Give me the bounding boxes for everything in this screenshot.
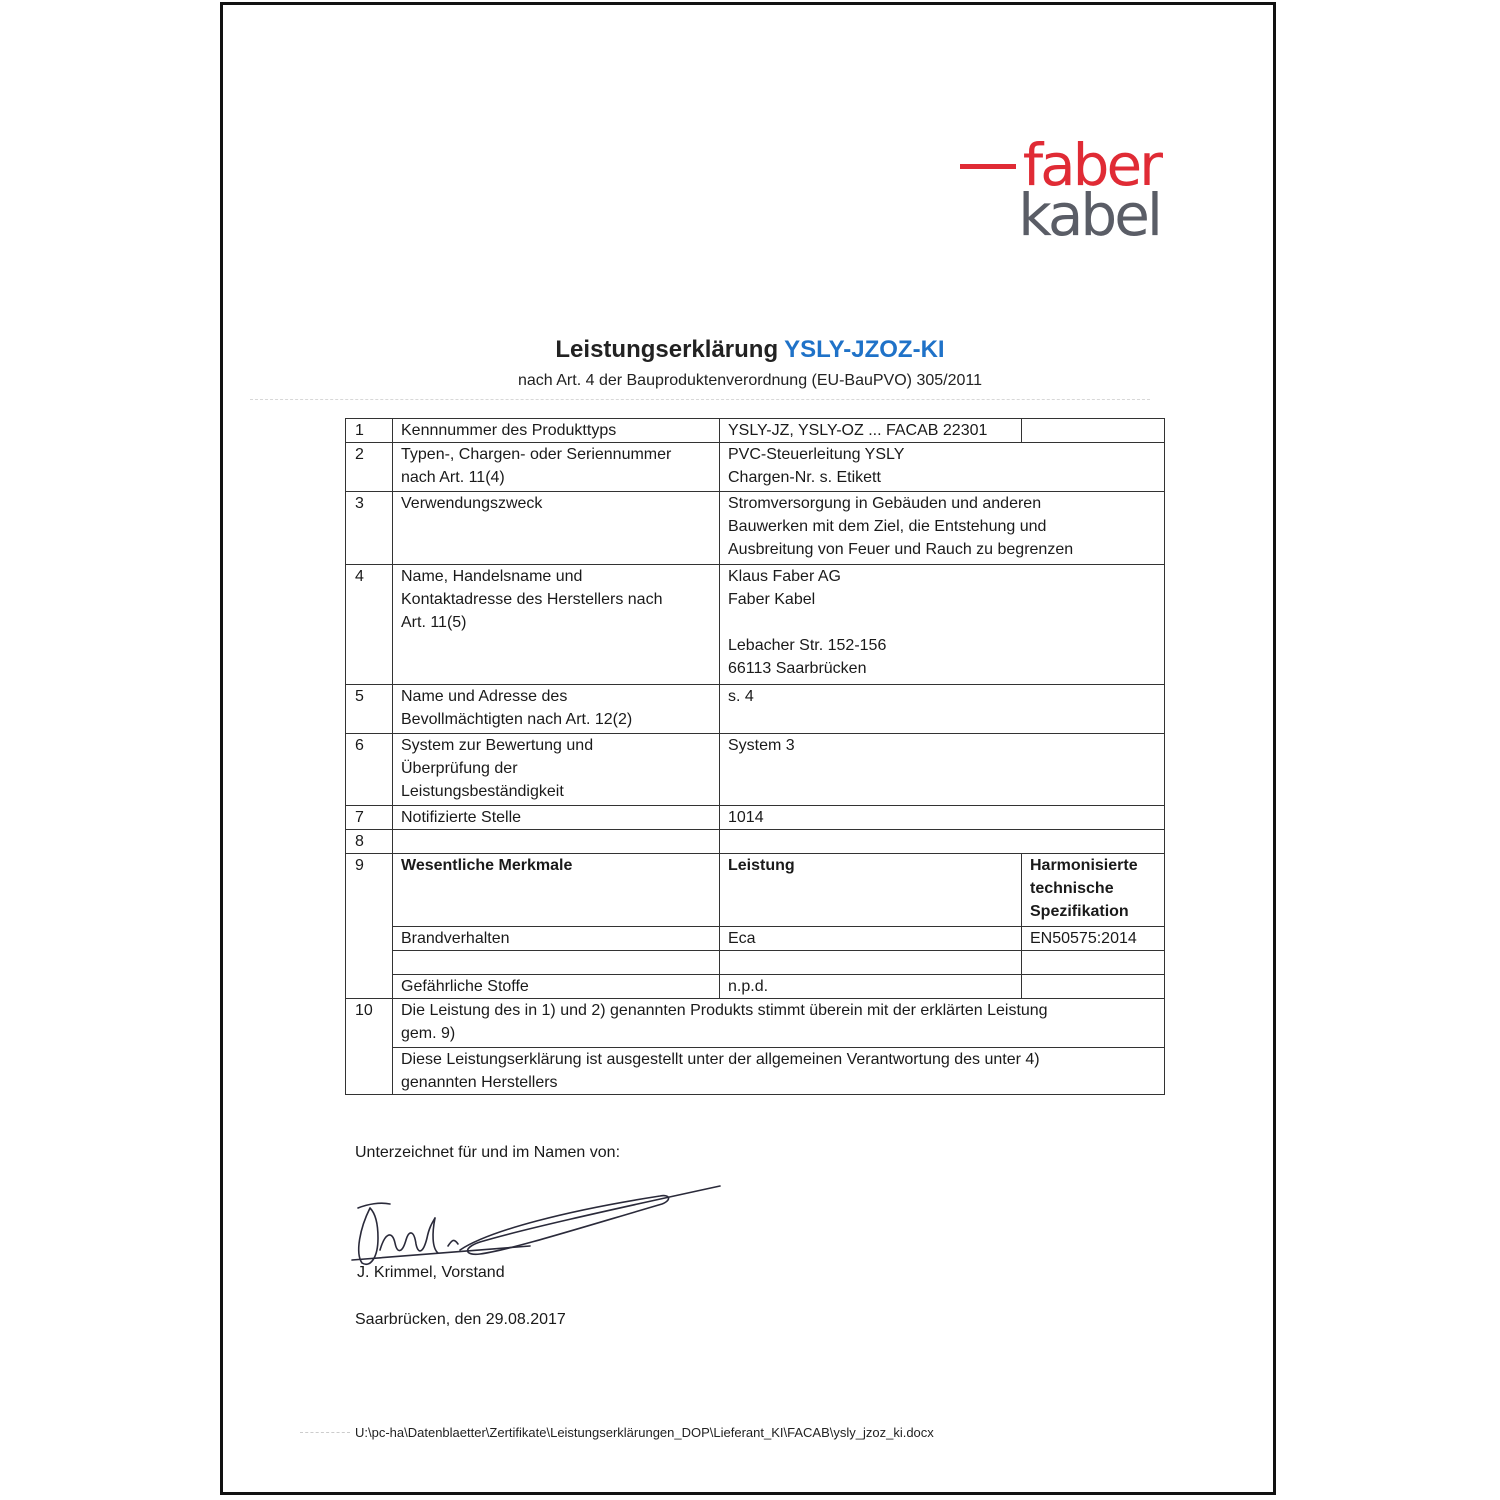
document-subtitle: nach Art. 4 der Bauproduktenverordnung (EU-BauPVO) 305/2011 — [518, 372, 982, 389]
signed-on-behalf: Unterzeichnet für und im Namen von: — [355, 1144, 621, 1161]
empty-cell — [720, 830, 1165, 854]
declaration-table — [345, 418, 1165, 1095]
empty-cell — [1022, 951, 1165, 975]
performance-cell: n.p.d. — [720, 975, 1022, 999]
row-value: System 3 — [720, 734, 1165, 806]
spec-cell: EN50575:2014 — [1022, 927, 1165, 951]
row-label: Name, Handelsname und Kontaktadresse des Herstellers nach Art. 11(5) — [393, 565, 720, 685]
row-number: 1 — [346, 419, 393, 443]
performance-cell: Eca — [720, 927, 1022, 951]
table-row — [346, 492, 1165, 565]
statement-conformity: Die Leistung des in 1) und 2) genannten Produkts stimmt überein mit der erklärten Leistung gem. 9) — [393, 999, 1165, 1048]
header-characteristics: Wesentliche Merkmale — [393, 854, 720, 927]
empty-cell — [720, 951, 1022, 975]
product-code: YSLY-JZOZ-KI — [784, 336, 945, 363]
divider — [250, 399, 1150, 400]
table-row — [346, 975, 1165, 999]
row-number: 9 — [346, 854, 393, 999]
table-row — [346, 951, 1165, 975]
row-label: Kennnummer des Produkttyps — [393, 419, 720, 443]
row-label: Name und Adresse des Bevollmächtigten nach Art. 12(2) — [393, 685, 720, 734]
empty-cell — [393, 830, 720, 854]
faber-kabel-logo — [958, 131, 1168, 249]
handwritten-signature — [340, 1168, 730, 1278]
row-number: 3 — [346, 492, 393, 565]
empty-cell — [1022, 975, 1165, 999]
row-value: YSLY-JZ, YSLY-OZ ... FACAB 22301 — [720, 419, 1022, 443]
row-number: 8 — [346, 830, 393, 854]
row-value: Klaus Faber AG Faber Kabel Lebacher Str. 152-156 66113 Saarbrücken — [720, 565, 1165, 685]
row-number: 5 — [346, 685, 393, 734]
place-and-date: Saarbrücken, den 29.08.2017 — [355, 1311, 566, 1328]
logo-line-kabel: kabel — [1018, 181, 1160, 249]
characteristic-cell: Brandverhalten — [393, 927, 720, 951]
logo-accent-bar — [960, 164, 1016, 169]
table-row — [346, 1048, 1165, 1095]
row-label: Typen-, Chargen- oder Seriennummer nach Art. 11(4) — [393, 443, 720, 492]
table-row — [346, 999, 1165, 1048]
table-row — [346, 806, 1165, 830]
empty-cell — [393, 951, 720, 975]
table-row — [346, 565, 1165, 685]
row-number: 6 — [346, 734, 393, 806]
row-number: 10 — [346, 999, 393, 1095]
header-spec: Harmonisierte technische Spezifikation — [1022, 854, 1165, 927]
row-number: 2 — [346, 443, 393, 492]
table-row — [346, 734, 1165, 806]
row-label: Verwendungszweck — [393, 492, 720, 565]
header-performance: Leistung — [720, 854, 1022, 927]
table-row — [346, 685, 1165, 734]
table-row — [346, 419, 1165, 443]
title-text: Leistungserklärung — [555, 336, 779, 363]
empty-cell — [1022, 419, 1165, 443]
row-value: Stromversorgung in Gebäuden und anderen Bauwerken mit dem Ziel, die Entstehung und Ausbreitung von Feuer und Rauch zu begrenzen — [720, 492, 1165, 565]
logo-line-faber: faber — [1022, 131, 1160, 199]
row-number: 4 — [346, 565, 393, 685]
row-value: s. 4 — [720, 685, 1165, 734]
table-row — [346, 854, 1165, 927]
table-row — [346, 443, 1165, 492]
row-value: PVC-Steuerleitung YSLY Chargen-Nr. s. Etikett — [720, 443, 1165, 492]
table-row — [346, 927, 1165, 951]
table-row — [346, 830, 1165, 854]
file-path: U:\pc-ha\Datenblaetter\Zertifikate\Leistungserklärungen_DOP\Lieferant_KI\FACAB\ysly_jzoz_ki.docx — [355, 1425, 934, 1440]
row-value: 1014 — [720, 806, 1165, 830]
document-title — [0, 336, 1500, 364]
statement-responsibility: Diese Leistungserklärung ist ausgestellt unter der allgemeinen Verantwortung des unter 4) genannten Herstellers — [393, 1048, 1165, 1095]
signer-name: J. Krimmel, Vorstand — [357, 1264, 505, 1281]
footer-divider — [300, 1432, 350, 1433]
row-label: System zur Bewertung und Überprüfung der Leistungsbeständigkeit — [393, 734, 720, 806]
row-label: Notifizierte Stelle — [393, 806, 720, 830]
row-number: 7 — [346, 806, 393, 830]
characteristic-cell: Gefährliche Stoffe — [393, 975, 720, 999]
